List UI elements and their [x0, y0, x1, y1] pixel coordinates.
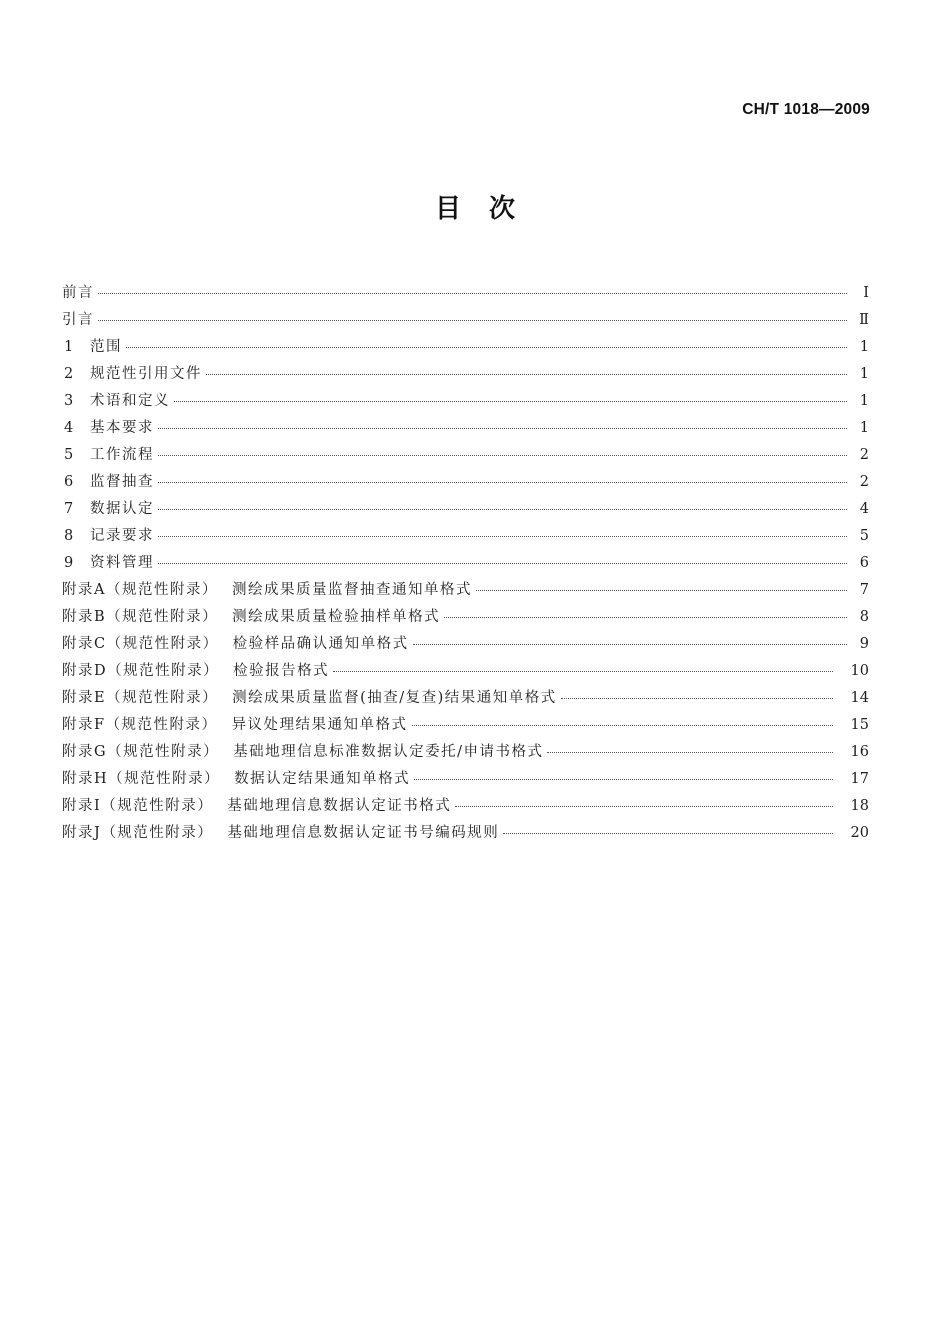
toc-annex-b[interactable] — [62, 604, 869, 631]
dot-leader — [158, 503, 847, 510]
toc-entry-page: 1 — [859, 393, 869, 409]
toc-annex-label: 检验样品确认通知单格式 — [232, 636, 409, 652]
toc-entry-label: 记录要求 — [90, 528, 154, 544]
toc-entry-number: 2 — [64, 366, 74, 382]
dot-leader — [206, 368, 847, 375]
toc-entry-label: 资料管理 — [90, 555, 154, 571]
toc-annex-page: 17 — [850, 771, 869, 787]
toc-annex-page: 18 — [850, 798, 869, 814]
toc-entry-introduction[interactable] — [62, 307, 869, 334]
toc-annex-label: 测绘成果质量检验抽样单格式 — [232, 609, 441, 625]
toc-annex-h[interactable] — [62, 766, 869, 793]
toc-entry-label: 工作流程 — [90, 447, 154, 463]
dot-leader — [158, 530, 847, 537]
toc-annex-head: 附录E（规范性附录） — [62, 690, 219, 706]
toc-entry-label: 基本要求 — [90, 420, 154, 436]
toc-entry-page: Ⅰ — [863, 285, 869, 301]
toc-annex-label: 异议处理结果通知单格式 — [231, 717, 408, 733]
toc-annex-label: 测绘成果质量监督抽查通知单格式 — [231, 582, 472, 598]
dot-leader — [126, 341, 847, 348]
toc-entry-label: 术语和定义 — [90, 393, 170, 409]
toc-entry-foreword[interactable] — [62, 280, 869, 307]
toc-entry-page: 1 — [859, 339, 869, 355]
toc-entry-number: 4 — [64, 420, 74, 436]
toc-annex-d[interactable] — [62, 658, 869, 685]
toc-annex-head: 附录F（规范性附录） — [62, 717, 218, 733]
toc-entry-label: 范围 — [90, 339, 122, 355]
toc-entry-label: 引言 — [62, 312, 94, 328]
toc-annex-page: 14 — [850, 690, 869, 706]
toc-entry-label: 前言 — [62, 285, 94, 301]
dot-leader — [174, 395, 847, 402]
toc-annex-page: 8 — [859, 609, 869, 625]
dot-leader — [158, 557, 847, 564]
dot-leader — [476, 584, 847, 591]
toc-annex-head: 附录B（规范性附录） — [62, 609, 219, 625]
toc-entry-number: 1 — [64, 339, 74, 355]
standard-code: CH/T 1018—2009 — [742, 101, 870, 118]
table-of-contents — [62, 280, 869, 847]
toc-annex-label: 基础地理信息标准数据认定委托/申请书格式 — [233, 744, 544, 760]
toc-annex-label: 基础地理信息数据认定证书格式 — [227, 798, 452, 814]
dot-leader — [414, 773, 833, 780]
toc-annex-page: 20 — [850, 825, 869, 841]
dot-leader — [503, 827, 833, 834]
toc-annex-page: 10 — [850, 663, 869, 679]
toc-entry-6[interactable] — [62, 469, 869, 496]
toc-entry-page: 2 — [859, 447, 869, 463]
dot-leader — [158, 422, 847, 429]
toc-annex-head: 附录G（规范性附录） — [62, 744, 220, 760]
toc-entry-2[interactable] — [62, 361, 869, 388]
toc-entry-number: 9 — [64, 555, 74, 571]
toc-annex-page: 15 — [850, 717, 869, 733]
toc-annex-head: 附录I（规范性附录） — [62, 798, 214, 814]
dot-leader — [333, 665, 833, 672]
toc-annex-label: 检验报告格式 — [233, 663, 330, 679]
toc-annex-i[interactable] — [62, 793, 869, 820]
dot-leader — [413, 638, 847, 645]
toc-entry-page: 5 — [859, 528, 869, 544]
toc-entry-page: Ⅱ — [859, 312, 869, 328]
toc-annex-g[interactable] — [62, 739, 869, 766]
toc-annex-label: 数据认定结果通知单格式 — [234, 771, 411, 787]
toc-annex-page: 7 — [859, 582, 869, 598]
toc-entry-7[interactable] — [62, 496, 869, 523]
toc-annex-label: 测绘成果质量监督(抽查/复查)结果通知单格式 — [232, 690, 557, 706]
toc-entry-number: 7 — [64, 501, 74, 517]
toc-annex-head: 附录H（规范性附录） — [62, 771, 221, 787]
toc-entry-5[interactable] — [62, 442, 869, 469]
toc-annex-head: 附录J（规范性附录） — [62, 825, 214, 841]
toc-annex-head: 附录A（规范性附录） — [62, 582, 218, 598]
toc-annex-page: 16 — [850, 744, 869, 760]
dot-leader — [547, 746, 833, 753]
toc-annex-head: 附录D（规范性附录） — [62, 663, 220, 679]
dot-leader — [444, 611, 847, 618]
dot-leader — [98, 314, 847, 321]
dot-leader — [412, 719, 833, 726]
page-title: 目次 — [434, 194, 543, 224]
toc-annex-c[interactable] — [62, 631, 869, 658]
toc-annex-j[interactable] — [62, 820, 869, 847]
toc-annex-e[interactable] — [62, 685, 869, 712]
toc-annex-head: 附录C（规范性附录） — [62, 636, 219, 652]
dot-leader — [455, 800, 833, 807]
toc-entry-8[interactable] — [62, 523, 869, 550]
dot-leader — [98, 287, 847, 294]
dot-leader — [561, 692, 833, 699]
toc-entry-4[interactable] — [62, 415, 869, 442]
toc-entry-label: 规范性引用文件 — [90, 366, 202, 382]
toc-entry-number: 6 — [64, 474, 74, 490]
toc-entry-page: 1 — [859, 420, 869, 436]
toc-entry-page: 2 — [859, 474, 869, 490]
toc-entry-9[interactable] — [62, 550, 869, 577]
toc-entry-number: 5 — [64, 447, 74, 463]
toc-entry-3[interactable] — [62, 388, 869, 415]
toc-entry-1[interactable] — [62, 334, 869, 361]
toc-annex-f[interactable] — [62, 712, 869, 739]
toc-entry-number: 3 — [64, 393, 74, 409]
toc-entry-number: 8 — [64, 528, 74, 544]
toc-entry-page: 4 — [859, 501, 869, 517]
toc-annex-a[interactable] — [62, 577, 869, 604]
toc-annex-label: 基础地理信息数据认定证书号编码规则 — [227, 825, 500, 841]
toc-annex-page: 9 — [859, 636, 869, 652]
toc-entry-page: 6 — [859, 555, 869, 571]
dot-leader — [158, 449, 847, 456]
dot-leader — [158, 476, 847, 483]
toc-entry-page: 1 — [859, 366, 869, 382]
toc-entry-label: 数据认定 — [90, 501, 154, 517]
toc-entry-label: 监督抽查 — [90, 474, 154, 490]
